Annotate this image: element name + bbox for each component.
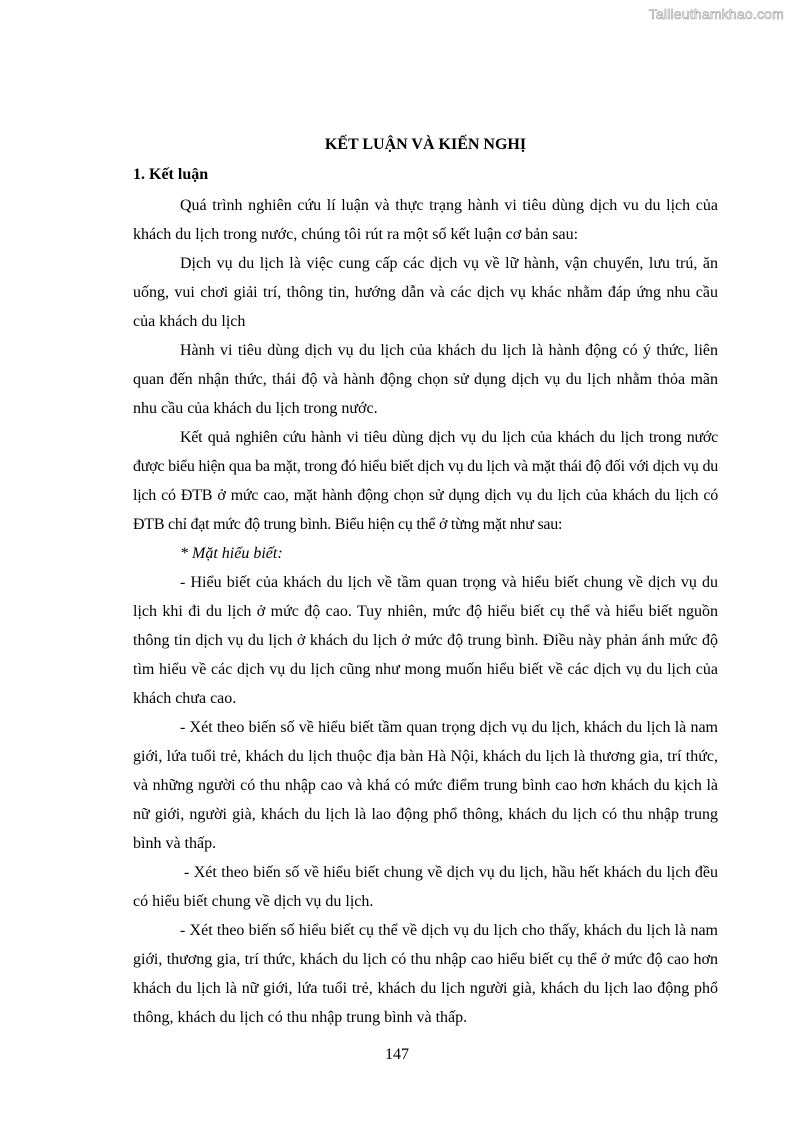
page-content bbox=[133, 134, 718, 1032]
paragraph-knowledge-specific: - Xét theo biến số hiểu biết cụ thể về dịch vụ du lịch cho thấy, khách du lịch là nam giới, thương gia, trí thức, khách du lịch có thu nhập cao hiểu biết cụ thể ở mức độ cao hơn khách du lịch là nữ giới, lứa tuổi trẻ, khách du lịch người già, khách du lịch lao động phổ thông, khách du lịch có thu nhập trung bình và thấp. bbox=[133, 922, 718, 1026]
page-number: 147 bbox=[385, 1046, 409, 1063]
paragraph-definition-behavior: Hành vi tiêu dùng dịch vụ du lịch của khách du lịch là hành động có ý thức, liên quan đến nhận thức, thái độ và hành động chọn sử dụng dịch vụ du lịch nhằm thỏa mãn nhu cầu của khách du lịch trong nước. bbox=[133, 342, 718, 417]
paragraph-definition-service: Dịch vụ du lịch là việc cung cấp các dịch vụ về lữ hành, vận chuyển, lưu trú, ăn uống, vui chơi giải trí, thông tin, hướng dẫn và các dịch vụ khác nhằm đáp ứng nhu cầu của khách du lịch bbox=[133, 255, 718, 330]
section-heading: 1. Kết luận bbox=[133, 166, 209, 183]
page-title: KẾT LUẬN VÀ KIẾN NGHỊ bbox=[324, 136, 527, 153]
watermark: Tailieuthamkhao.com bbox=[648, 6, 784, 22]
paragraph-knowledge-common: - Xét theo biến số về hiểu biết chung về dịch vụ du lịch, hầu hết khách du lịch đều có hiểu biết chung về dịch vụ du lịch. bbox=[133, 864, 718, 910]
subheading-knowledge: * Mặt hiểu biết: bbox=[180, 545, 283, 562]
paragraph-results: Kết quả nghiên cứu hành vi tiêu dùng dịch vụ du lịch của khách du lịch trong nước được biểu hiện qua ba mặt, trong đó hiểu biết dịch vụ du lịch và mặt thái độ đối với dịch vụ du lịch có ĐTB ở mức cao, mặt hành động chọn sử dụng dịch vụ du lịch của khách du lịch có ĐTB chỉ đạt mức độ trung bình. Biểu hiện cụ thể ở từng mặt như sau: bbox=[133, 429, 718, 533]
paragraph-intro: Quá trình nghiên cứu lí luận và thực trạng hành vi tiêu dùng dịch vu du lịch của khách du lịch trong nước, chúng tôi rút ra một số kết luận cơ bản sau: bbox=[133, 197, 718, 243]
paragraph-knowledge-importance: - Xét theo biến số về hiểu biết tầm quan trọng dịch vụ du lịch, khách du lịch là nam giới, lứa tuổi trẻ, khách du lịch thuộc địa bàn Hà Nội, khách du lịch là thương gia, trí thức, và những người có thu nhập cao và khá có mức điểm trung bình cao hơn khách du kịch là nữ giới, người già, khách du lịch là lao động phổ thông, khách du lịch có thu nhập trung bình và thấp. bbox=[133, 719, 718, 852]
paragraph-knowledge-general: - Hiểu biết của khách du lịch về tầm quan trọng và hiểu biết chung về dịch vụ du lịch khi đi du lịch ở mức độ cao. Tuy nhiên, mức độ hiểu biết cụ thể và hiểu biết nguồn thông tin dịch vụ du lịch ở khách du lịch ở mức độ trung bình. Điều này phản ánh mức độ tìm hiểu về các dịch vụ du lịch cũng như mong muốn hiểu biết về các dịch vụ du lịch của khách chưa cao. bbox=[133, 574, 718, 707]
